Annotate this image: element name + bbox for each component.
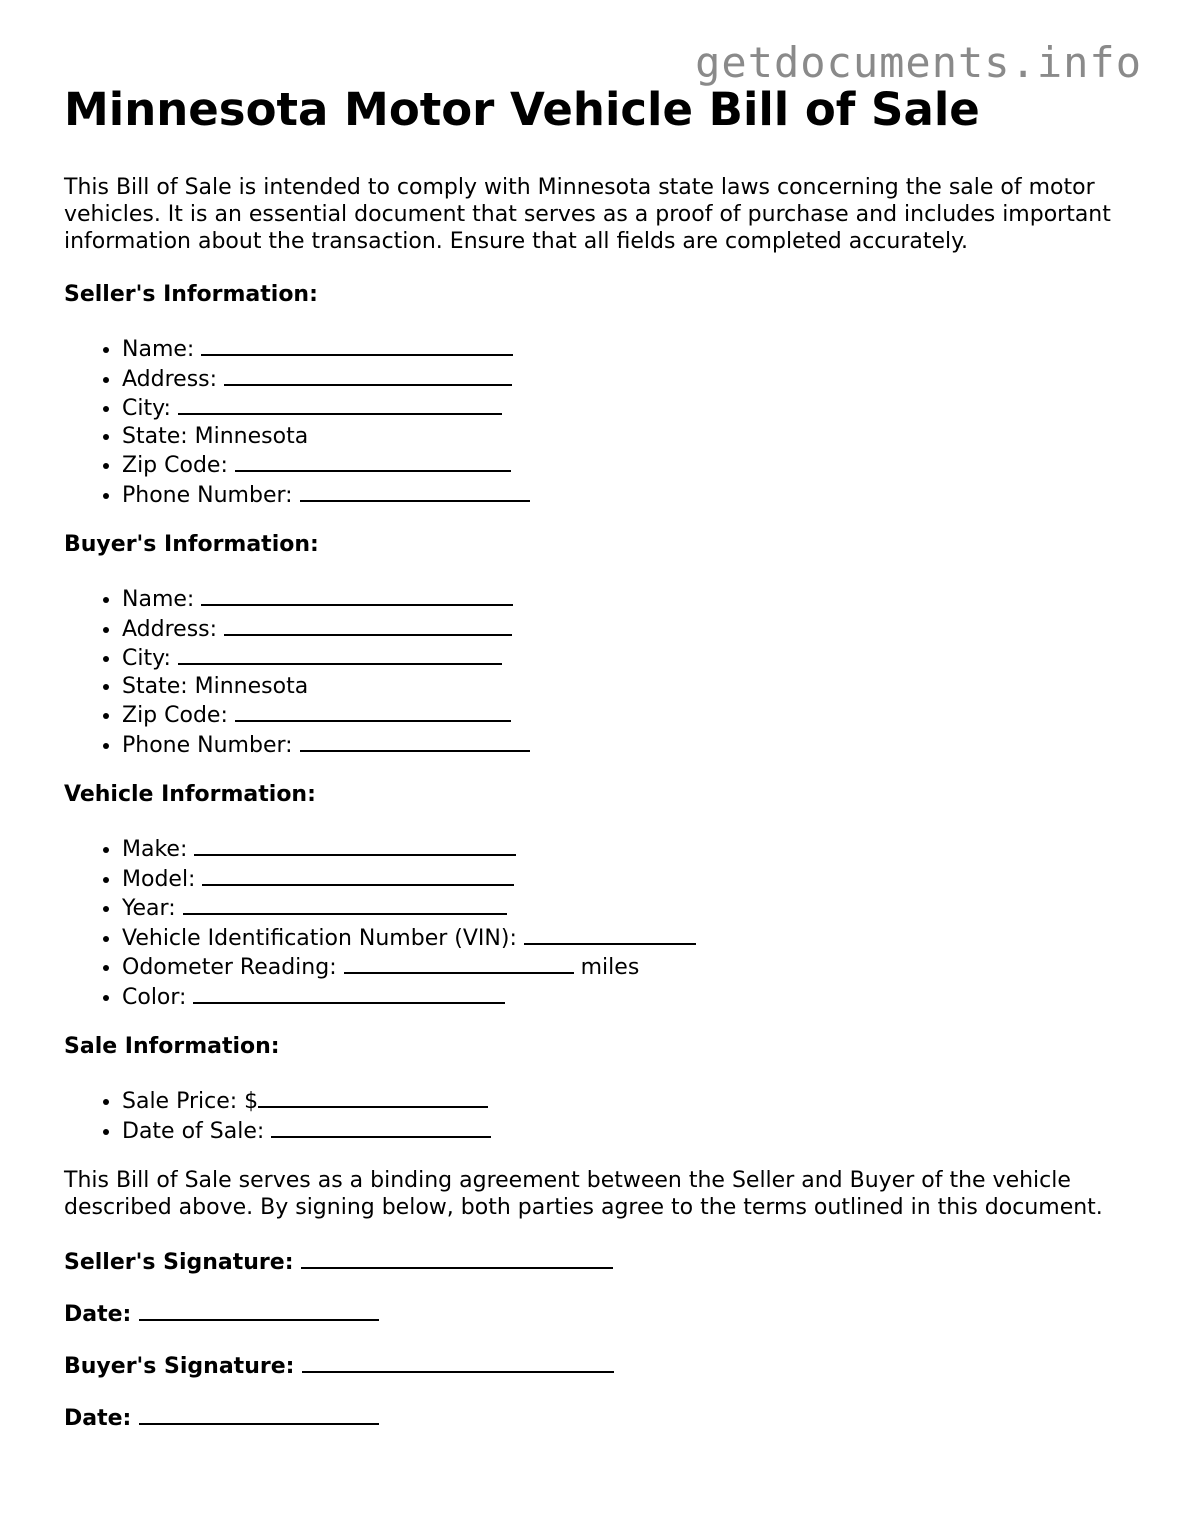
seller-address-label: Address: [122,366,218,392]
buyer-name-item [122,584,1124,614]
vehicle-vin-item [122,923,1124,953]
seller-zip-label: Zip Code: [122,453,228,478]
seller-city-field[interactable] [178,393,502,415]
seller-phone-label: Phone Number: [122,482,293,508]
seller-zip-item [122,450,1124,480]
document-page [64,82,1124,1455]
seller-heading: Seller's Information: [64,282,318,307]
buyer-signature-label: Buyer's Signature: [64,1354,295,1379]
seller-fields [64,334,1124,509]
seller-name-item [122,334,1124,364]
seller-state-item [122,423,1124,451]
agreement-paragraph: This Bill of Sale serves as a binding agreement between the Seller and Buyer of the vehicle described above. By signing below, both parties agree to the terms outlined in this document. [64,1168,1103,1220]
buyer-date-label: Date: [64,1406,132,1431]
buyer-date-row [64,1403,1124,1432]
vehicle-year-label: Year: [122,896,176,921]
vehicle-make-label: Make: [122,837,188,862]
buyer-date-field[interactable] [139,1403,379,1425]
vehicle-odometer-field[interactable] [344,952,574,974]
vehicle-model-item [122,864,1124,894]
vehicle-color-item [122,982,1124,1012]
sale-date-item [122,1116,1124,1146]
vehicle-make-field[interactable] [194,834,516,856]
buyer-zip-field[interactable] [235,700,511,722]
buyer-state-label: State: Minnesota [122,673,309,699]
sale-heading: Sale Information: [64,1034,280,1059]
buyer-address-field[interactable] [224,614,512,636]
buyer-zip-label: Zip Code: [122,703,228,728]
seller-zip-field[interactable] [235,450,511,472]
sale-date-field[interactable] [271,1116,491,1138]
seller-name-field[interactable] [201,334,513,356]
sale-price-field[interactable] [258,1086,488,1108]
seller-signature-field[interactable] [301,1247,613,1269]
vehicle-year-item [122,893,1124,923]
vehicle-fields [64,834,1124,1011]
buyer-city-field[interactable] [178,643,502,665]
buyer-heading: Buyer's Information: [64,532,319,557]
buyer-zip-item [122,700,1124,730]
vehicle-vin-field[interactable] [524,923,696,945]
vehicle-vin-label: Vehicle Identification Number (VIN): [122,925,517,951]
buyer-name-field[interactable] [201,584,513,606]
vehicle-model-label: Model: [122,866,196,892]
buyer-address-label: Address: [122,616,218,642]
vehicle-make-item [122,834,1124,864]
vehicle-color-label: Color: [122,984,187,1010]
seller-signature-label: Seller's Signature: [64,1250,294,1275]
buyer-name-label: Name: [122,587,195,612]
seller-date-label: Date: [64,1302,132,1327]
seller-phone-item [122,480,1124,510]
buyer-phone-item [122,730,1124,760]
seller-signature-row [64,1247,1124,1276]
seller-phone-field[interactable] [300,480,530,502]
seller-date-row [64,1299,1124,1328]
buyer-signature-field[interactable] [302,1351,614,1373]
vehicle-odometer-label: Odometer Reading: [122,955,337,980]
seller-date-field[interactable] [139,1299,379,1321]
sale-date-label: Date of Sale: [122,1118,265,1144]
seller-city-item [122,393,1124,423]
vehicle-odometer-item [122,952,1124,982]
vehicle-year-field[interactable] [183,893,507,915]
seller-city-label: City: [122,396,171,421]
buyer-phone-field[interactable] [300,730,530,752]
seller-state-label: State: Minnesota [122,423,309,449]
intro-paragraph: This Bill of Sale is intended to comply with Minnesota state laws concerning the sale of motor vehicles. It is an essential document that serves as a proof of purchase and includes important information about the transaction. Ensure that all fields are completed accurately. [64,175,1111,254]
page-title: Minnesota Motor Vehicle Bill of Sale [64,83,980,136]
vehicle-model-field[interactable] [202,864,514,886]
seller-address-field[interactable] [224,364,512,386]
buyer-phone-label: Phone Number: [122,732,293,758]
buyer-city-item [122,643,1124,673]
vehicle-color-field[interactable] [193,982,505,1004]
buyer-city-label: City: [122,646,171,671]
sale-fields [64,1086,1124,1145]
seller-address-item [122,364,1124,394]
buyer-signature-row [64,1351,1124,1380]
sale-price-item [122,1086,1124,1116]
buyer-state-item [122,673,1124,701]
buyer-fields [64,584,1124,759]
vehicle-heading: Vehicle Information: [64,782,316,807]
seller-name-label: Name: [122,337,195,362]
vehicle-odometer-unit: miles [580,955,640,980]
sale-price-label: Sale Price: $ [122,1089,259,1114]
buyer-address-item [122,614,1124,644]
watermark: getdocuments.info [695,38,1142,87]
